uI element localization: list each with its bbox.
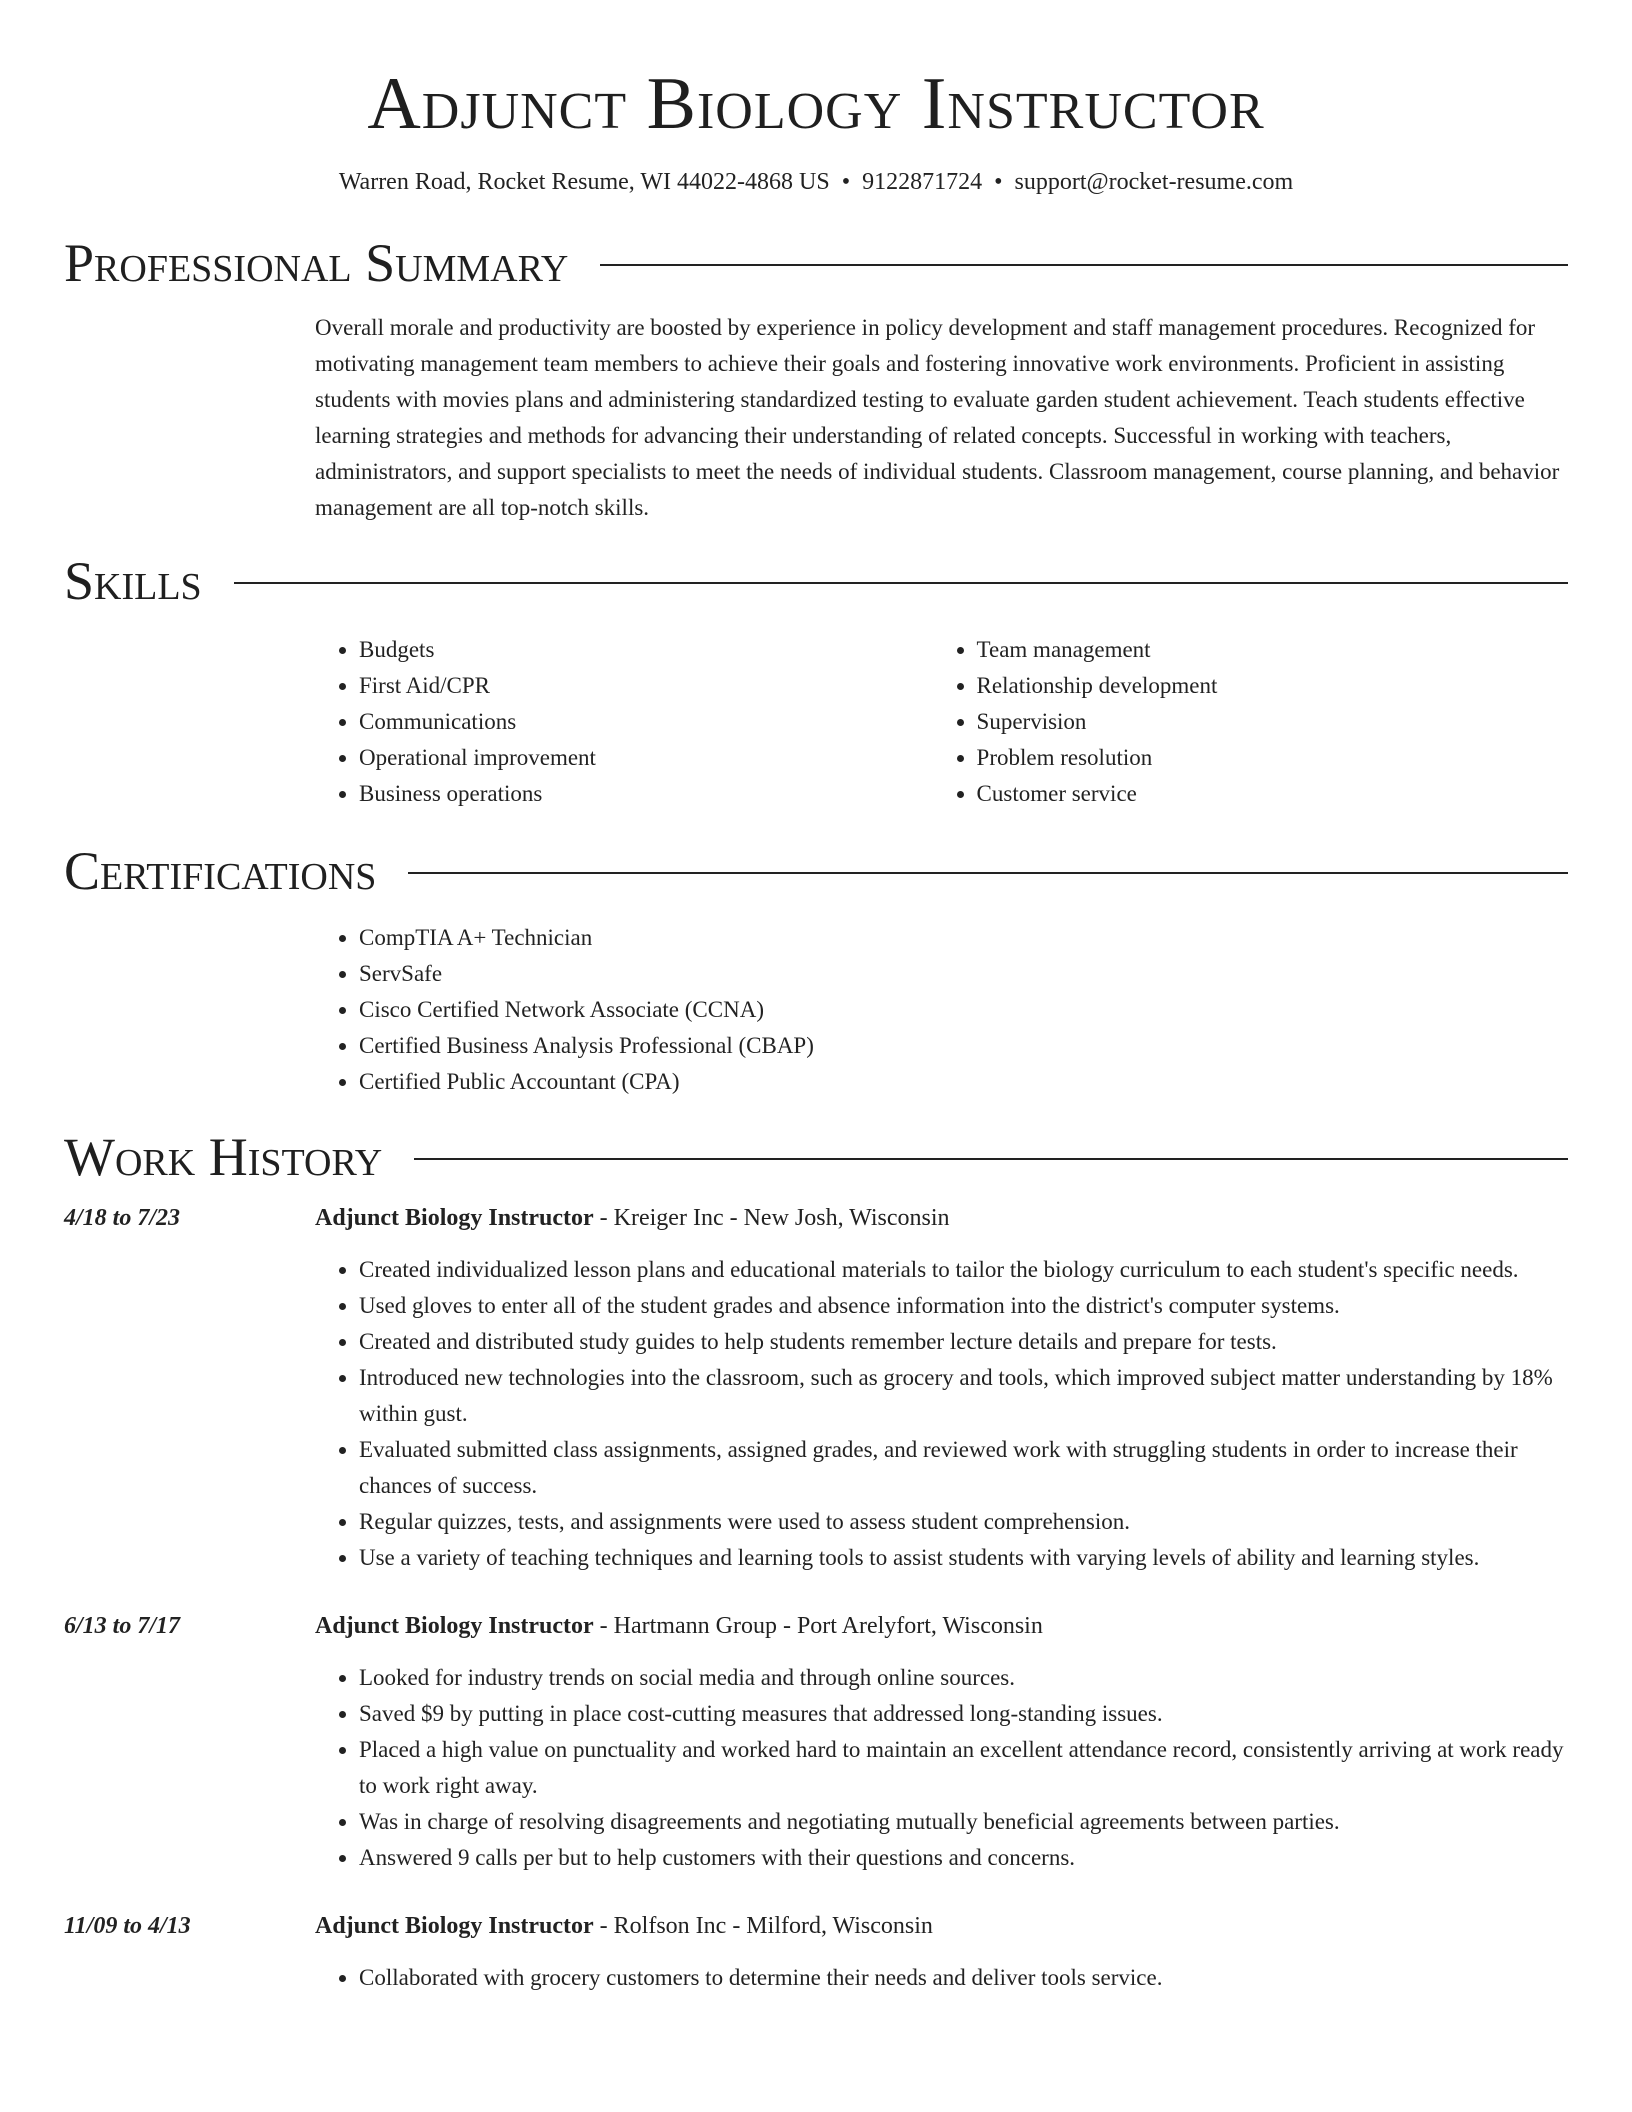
skill-item: • Supervision <box>977 704 1568 740</box>
skill-item: • Problem resolution <box>977 740 1568 776</box>
certifications-header <box>64 840 1568 902</box>
certification-item: • Cisco Certified Network Associate (CCNA) <box>359 992 1568 1028</box>
skills-section <box>64 550 1568 812</box>
contact-separator: • <box>841 169 851 195</box>
summary-text: Overall morale and productivity are boosted by experience in policy development and staff management procedures. Recognized for motivating management team members to achieve their goals and fostering innovative work environments. Proficient in assisting students with movies plans and administering standardized testing to evaluate garden student achievement. Teach students effective learning strategies and methods for advancing their understanding of related concepts. Successful in working with teachers, administrators, and support specialists to meet the needs of individual students. Classroom management, course planning, and behavior management are all top-notch skills. <box>315 315 1560 520</box>
job-bullet: • Answered 9 calls per but to help customers with their questions and concerns. <box>359 1840 1568 1876</box>
skills-list-left <box>315 632 889 812</box>
job-title: Adjunct Biology Instructor <box>315 1205 594 1231</box>
skill-item: • Operational improvement <box>359 740 889 776</box>
job-title: Adjunct Biology Instructor <box>315 1913 594 1939</box>
certifications-title: Certifications <box>64 841 377 901</box>
resume-page <box>64 0 1568 1996</box>
job-header <box>64 1608 1568 1644</box>
skill-item: • Business operations <box>359 776 889 812</box>
work-history-section <box>64 1126 1568 1996</box>
contact-separator: • <box>994 169 1003 195</box>
contact-line <box>64 166 1568 198</box>
job-bullet: • Created and distributed study guides to help students remember lecture details and prepare for tests. <box>359 1324 1568 1360</box>
job-bullet: • Evaluated submitted class assignments, assigned grades, and reviewed work with struggling students in order to increase their chances of success. <box>359 1432 1568 1504</box>
job-bullet: • Saved $9 by putting in place cost-cutting measures that addressed long-standing issues. <box>359 1696 1568 1732</box>
job-header <box>64 1908 1568 1944</box>
job-heading <box>315 1200 950 1236</box>
job-bullet: • Was in charge of resolving disagreements and negotiating mutually beneficial agreements between parties. <box>359 1804 1568 1840</box>
certification-item: • CompTIA A+ Technician <box>359 920 1568 956</box>
section-divider <box>408 872 1568 874</box>
certifications-list <box>315 920 1568 1100</box>
job-bullet: • Introduced new technologies into the classroom, such as grocery and tools, which improved subject matter understanding by 18% within gust. <box>359 1360 1568 1432</box>
job-bullet: • Placed a high value on punctuality and worked hard to maintain an excellent attendance record, consistently arriving at work ready to work right away. <box>359 1732 1568 1804</box>
skill-item: • Relationship development <box>977 668 1568 704</box>
section-divider <box>234 582 1568 584</box>
resume-name: Adjunct Biology Instructor <box>367 63 1265 145</box>
summary-section <box>64 232 1568 526</box>
contact-address: Warren Road, Rocket Resume, WI 44022-4868 US <box>338 169 830 195</box>
certifications-section <box>64 840 1568 1100</box>
section-divider <box>414 1158 1568 1160</box>
job-title: Adjunct Biology Instructor <box>315 1613 594 1639</box>
contact-phone: 9122871724 <box>862 169 983 195</box>
job-bullet-list <box>315 1960 1568 1996</box>
job-bullets <box>315 1660 1568 1876</box>
job-header <box>64 1200 1568 1236</box>
contact-email: support@rocket-resume.com <box>1014 169 1294 195</box>
job-bullet: • Used gloves to enter all of the student grades and absence information into the district's computer systems. <box>359 1288 1568 1324</box>
work-history-title: Work History <box>64 1127 383 1187</box>
certifications-body <box>315 920 1568 1100</box>
job-bullet: • Looked for industry trends on social media and through online sources. <box>359 1660 1568 1696</box>
work-history-header <box>64 1126 1568 1188</box>
summary-title: Professional Summary <box>64 233 569 293</box>
job-entry <box>64 1908 1568 1996</box>
job-details: - Kreiger Inc - New Josh, Wisconsin <box>593 1205 950 1231</box>
job-heading <box>315 1608 1043 1644</box>
job-bullets <box>315 1252 1568 1576</box>
job-bullet: • Regular quizzes, tests, and assignments were used to assess student comprehension. <box>359 1504 1568 1540</box>
certification-item: • ServSafe <box>359 956 1568 992</box>
job-bullets <box>315 1960 1568 1996</box>
job-entry <box>64 1200 1568 1576</box>
job-heading <box>315 1908 933 1944</box>
skill-item: • Budgets <box>359 632 889 668</box>
job-bullet: • Created individualized lesson plans and educational materials to tailor the biology curriculum to each student's specific needs. <box>359 1252 1568 1288</box>
job-dates: 11/09 to 4/13 <box>64 1913 191 1939</box>
job-dates: 6/13 to 7/17 <box>64 1613 181 1639</box>
skill-item: • Customer service <box>977 776 1568 812</box>
skills-header <box>64 550 1568 612</box>
skills-title: Skills <box>64 551 202 611</box>
summary-body <box>315 310 1568 526</box>
job-dates: 4/18 to 7/23 <box>64 1205 181 1231</box>
skill-item: • Communications <box>359 704 889 740</box>
section-divider <box>600 264 1568 266</box>
certification-item: • Certified Public Accountant (CPA) <box>359 1064 1568 1100</box>
job-bullet: • Collaborated with grocery customers to determine their needs and deliver tools service. <box>359 1960 1568 1996</box>
job-details: - Rolfson Inc - Milford, Wisconsin <box>593 1913 933 1939</box>
job-details: - Hartmann Group - Port Arelyfort, Wisconsin <box>593 1613 1043 1639</box>
job-bullet: • Use a variety of teaching techniques and learning tools to assist students with varying levels of ability and learning styles. <box>359 1540 1568 1576</box>
skill-item: • Team management <box>977 632 1568 668</box>
job-bullet-list <box>315 1660 1568 1876</box>
job-bullet-list <box>315 1252 1568 1576</box>
skills-list-right <box>933 632 1568 812</box>
job-entry <box>64 1608 1568 1876</box>
certification-item: • Certified Business Analysis Professional (CBAP) <box>359 1028 1568 1064</box>
skills-grid <box>315 632 1568 812</box>
skill-item: • First Aid/CPR <box>359 668 889 704</box>
summary-header <box>64 232 1568 294</box>
